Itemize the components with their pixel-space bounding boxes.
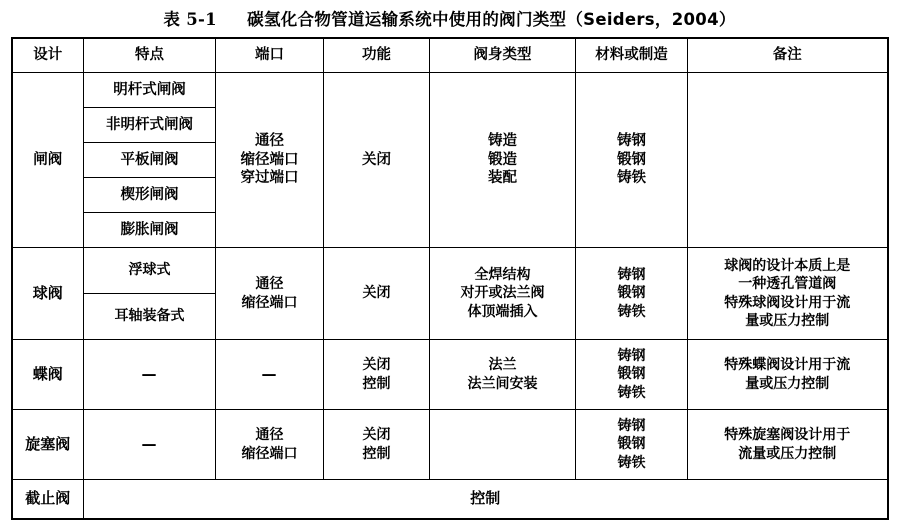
remark-line-1: 球阀的设计本质上是 (724, 258, 851, 275)
material-line-1: 铸钢 (617, 267, 646, 284)
material-line-3: 铸铁 (617, 384, 646, 401)
table-title: 碳氢化合物管道运输系统中使用的阀门类型（Seiders，2004） (247, 10, 736, 29)
port-line-1: 通径 (255, 276, 284, 293)
remark-line-1: 特殊蝶阀设计用于流 (724, 357, 851, 374)
cell-feature: 耳轴装备式 (84, 294, 216, 340)
cell-port-gate (216, 73, 324, 248)
cell-material-plug (576, 410, 688, 480)
body-line-1: 法兰 (488, 357, 517, 374)
remark-line-2: 量或压力控制 (745, 375, 830, 392)
body-line-3: 装配 (488, 170, 517, 187)
remark-line-1: 特殊旋塞阀设计用于 (724, 427, 851, 444)
table-header (12, 38, 888, 73)
material-line-3: 铸铁 (617, 170, 646, 187)
table-row (12, 410, 888, 480)
cell-body-plug (430, 410, 576, 480)
cell-port-ball (216, 248, 324, 340)
cell-remark-ball (688, 248, 888, 340)
cell-port-plug (216, 410, 324, 480)
port-line-1: 通径 (255, 132, 284, 149)
cell-feature: 楔形闸阀 (84, 178, 216, 213)
cell-design-plug: 旋塞阀 (12, 410, 84, 480)
port-line-2: 缩径端口 (240, 151, 299, 168)
cell-feature: 浮球式 (84, 248, 216, 294)
function-line-1: 关闭 (362, 357, 391, 374)
body-line-2: 锻造 (488, 151, 517, 168)
material-line-2: 锻钢 (617, 366, 646, 383)
cell-design-ball: 球阀 (12, 248, 84, 340)
header-design: 设计 (12, 38, 84, 73)
cell-function-plug (324, 410, 430, 480)
material-line-3: 铸铁 (617, 454, 646, 471)
cell-function-ball: 关闭 (324, 248, 430, 340)
cell-material-ball (576, 248, 688, 340)
cell-remark-butterfly (688, 340, 888, 410)
cell-feature: 平板闸阀 (84, 143, 216, 178)
cell-port-butterfly: — (216, 340, 324, 410)
header-remark: 备注 (688, 38, 888, 73)
remark-line-3: 特殊球阀设计用于流 (724, 294, 851, 311)
cell-feature: — (84, 340, 216, 410)
cell-feature: — (84, 410, 216, 480)
header-function: 功能 (324, 38, 430, 73)
header-body-type: 阀身类型 (430, 38, 576, 73)
header-row (12, 38, 888, 73)
remark-line-2: 一种透孔管道阀 (738, 276, 837, 293)
cell-material-gate (576, 73, 688, 248)
function-line-2: 控制 (362, 375, 391, 392)
port-line-3: 穿过端口 (240, 170, 299, 187)
material-line-2: 锻钢 (617, 436, 646, 453)
table-row (12, 248, 888, 294)
table-row (12, 340, 888, 410)
cell-remark-gate (688, 73, 888, 248)
material-line-3: 铸铁 (617, 303, 646, 320)
header-material: 材料或制造 (576, 38, 688, 73)
function-line-2: 控制 (362, 445, 391, 462)
cell-design-globe: 截止阀 (12, 480, 84, 520)
material-line-1: 铸钢 (617, 418, 646, 435)
table-number: 表 5-1 (163, 10, 217, 29)
body-line-2: 对开或法兰阀 (460, 285, 545, 302)
cell-design-butterfly: 蝶阀 (12, 340, 84, 410)
body-line-1: 铸造 (488, 132, 517, 149)
remark-line-2: 流量或压力控制 (738, 445, 837, 462)
cell-globe-span: 控制 (84, 480, 888, 520)
material-line-1: 铸钢 (617, 132, 646, 149)
valve-types-table (11, 37, 889, 520)
cell-body-ball (430, 248, 576, 340)
cell-function-gate: 关闭 (324, 73, 430, 248)
port-line-2: 缩径端口 (241, 445, 298, 462)
cell-design-gate: 闸阀 (12, 73, 84, 248)
table-row (12, 480, 888, 520)
material-line-2: 锻钢 (617, 151, 646, 168)
material-line-1: 铸钢 (617, 348, 646, 365)
cell-material-butterfly (576, 340, 688, 410)
body-line-3: 体顶端插入 (467, 303, 538, 320)
cell-feature: 非明杆式闸阀 (84, 108, 216, 143)
body-line-1: 全焊结构 (474, 267, 531, 284)
function-line-1: 关闭 (362, 427, 391, 444)
cell-body-butterfly (430, 340, 576, 410)
table-row (12, 73, 888, 108)
header-feature: 特点 (84, 38, 216, 73)
body-line-2: 法兰间安装 (467, 375, 538, 392)
port-line-2: 缩径端口 (241, 294, 298, 311)
cell-feature: 膨胀闸阀 (84, 213, 216, 248)
remark-line-4: 量或压力控制 (745, 312, 830, 329)
table-caption (0, 0, 899, 37)
cell-body-gate (430, 73, 576, 248)
cell-function-butterfly (324, 340, 430, 410)
cell-feature: 明杆式闸阀 (84, 73, 216, 108)
table-body (12, 73, 888, 520)
header-port: 端口 (216, 38, 324, 73)
material-line-2: 锻钢 (617, 285, 646, 302)
port-line-1: 通径 (255, 427, 284, 444)
cell-remark-plug (688, 410, 888, 480)
